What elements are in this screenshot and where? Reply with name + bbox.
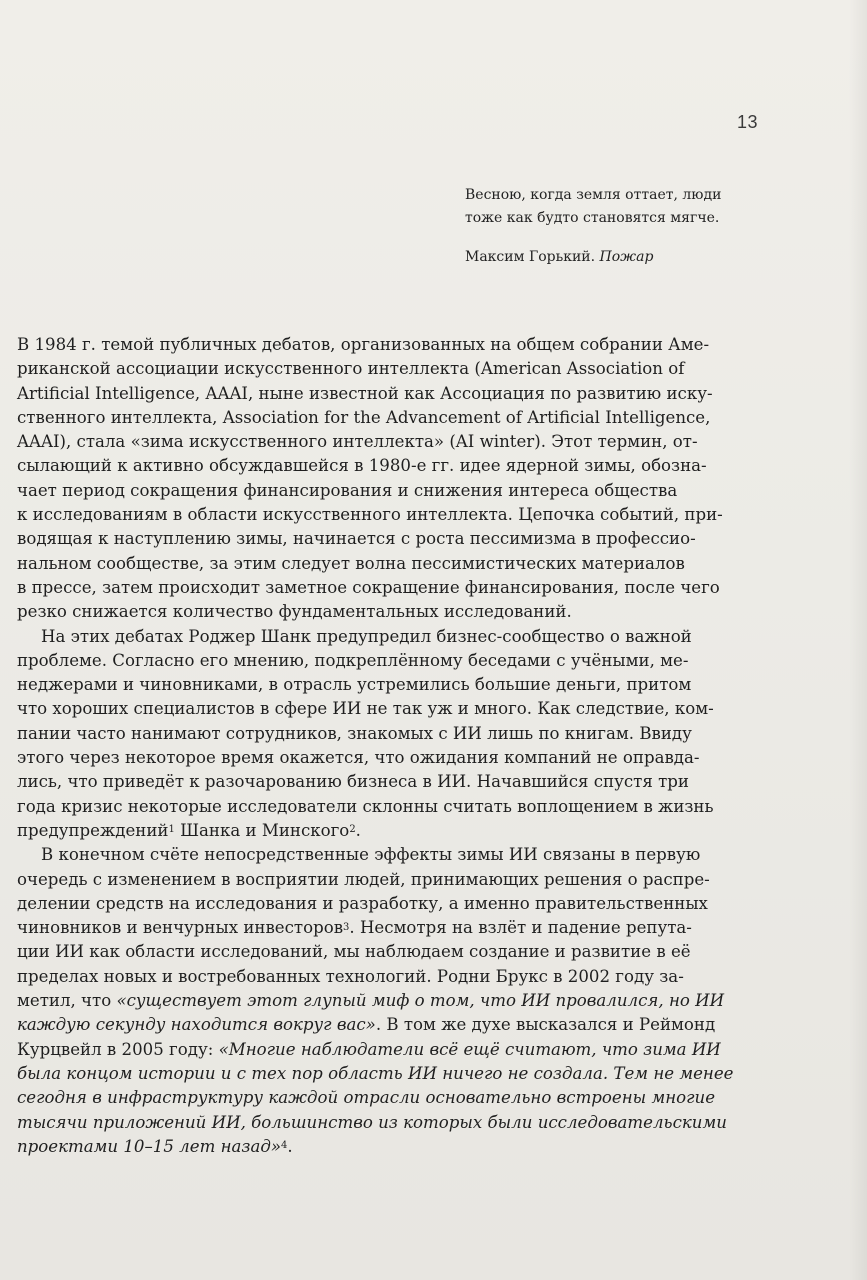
text-run: что хороших специалистов в сфере ИИ не так уж и много. Как следствие, ком- [17, 699, 714, 719]
epigraph-quote-line: Весною, когда земля оттает, люди [465, 187, 722, 203]
text-run: проблеме. Согласно его мнению, подкреплённому беседами с учёными, ме- [17, 650, 689, 670]
text-line [17, 576, 720, 600]
footnote-ref: 3 [343, 921, 350, 933]
text-line [17, 746, 717, 770]
quote-italic: «существует этот глупый миф о том, что ИИ провалился, но ИИ [116, 991, 725, 1011]
text-run: в прессе, затем происходит заметное сокращение финансирования, после чего [17, 577, 720, 597]
text-run: . В том же духе высказался и Реймонд [375, 1015, 716, 1035]
text-run: . [355, 820, 361, 840]
text-line [17, 1013, 717, 1037]
text-line [17, 697, 717, 721]
text-line [17, 430, 717, 454]
text-run: риканской ассоциации искусственного интеллекта (American Association of [17, 359, 685, 379]
text-line [17, 795, 717, 819]
epigraph-quote-line: тоже как будто становятся мягче. [465, 210, 720, 226]
footnote-ref: 2 [349, 824, 356, 836]
text-line [17, 965, 717, 989]
text-run: Artificial Intelligence, AAAI, ныне известной как Ассоциация по развитию иску- [17, 383, 713, 403]
text-run: к исследованиям в области искусственного интеллекта. Цепочка событий, при- [17, 505, 723, 525]
text-line [17, 357, 717, 381]
epigraph-work: Пожар [599, 249, 654, 265]
text-line [17, 382, 717, 406]
text-line [17, 1086, 717, 1110]
quote-italic: «Многие наблюдатели всё ещё считают, что зима ИИ [218, 1039, 721, 1059]
text-line [17, 454, 717, 478]
text-line [17, 625, 717, 649]
text-line [17, 1135, 717, 1159]
text-run: года кризис некоторые исследователи склонны считать воплощением в жизнь [17, 796, 714, 816]
page-number: 13 [737, 112, 759, 132]
epigraph-author: Максим Горький. [465, 249, 596, 265]
text-run: этого через некоторое время окажется, что ожидания компаний не оправда- [17, 748, 700, 768]
text-run: пределах новых и востребованных технологий. Родни Брукс в 2002 году за- [17, 966, 684, 986]
text-run: . Несмотря на взлёт и падение репута- [349, 918, 692, 938]
paragraph [17, 843, 734, 1159]
text-run: AAAI), стала «зима искусственного интеллекта» (AI winter). Этот термин, от- [17, 432, 698, 452]
text-line [17, 868, 717, 892]
paragraph [17, 625, 717, 844]
text-run: Шанка и Минского [174, 820, 350, 840]
text-line [17, 527, 717, 551]
paragraph [17, 333, 723, 625]
text-line [17, 940, 717, 964]
text-run: чает период сокращения финансирования и снижения интереса общества [17, 480, 678, 500]
text-line [17, 406, 717, 430]
text-line [17, 722, 717, 746]
text-line [17, 649, 717, 673]
footnote-ref: 1 [168, 824, 175, 836]
text-run: сылающий к активно обсуждавшейся в 1980-е гг. идее ядерной зимы, обозна- [17, 456, 707, 476]
body-text [17, 333, 734, 1159]
text-run: нальном сообществе, за этим следует волна пессимистических материалов [17, 553, 685, 573]
text-run: В 1984 г. темой публичных дебатов, организованных на общем собрании Аме- [17, 335, 710, 354]
text-line [17, 892, 717, 916]
text-run: пании часто нанимают сотрудников, знакомых с ИИ лишь по книгам. Ввиду [17, 723, 692, 743]
text-line [17, 503, 723, 527]
text-run: метил, что [17, 991, 117, 1011]
quote-italic: была концом истории и с тех пор область ИИ ничего не создала. Тем не менее [17, 1063, 734, 1083]
text-line [17, 989, 725, 1013]
text-line [17, 819, 717, 843]
text-run: неджерами и чиновниками, в отрасль устремились большие деньги, притом [17, 675, 692, 695]
text-line [17, 333, 717, 357]
text-run: предупреждений [17, 820, 169, 840]
text-run: водящая к наступлению зимы, начинается с роста пессимизма в профессио- [17, 529, 696, 549]
text-run: На этих дебатах Роджер Шанк предупредил бизнес-сообщество о важной [41, 626, 692, 646]
text-line [17, 843, 717, 867]
text-run: очередь с изменением в восприятии людей, принимающих решения о распре- [17, 869, 710, 889]
text-line [17, 600, 717, 624]
text-line [17, 552, 717, 576]
text-line [17, 673, 717, 697]
text-run: В конечном счёте непосредственные эффекты зимы ИИ связаны в первую [41, 845, 701, 865]
quote-italic: сегодня в инфраструктуру каждой отрасли основательно встроены многие [17, 1088, 716, 1108]
epigraph-attribution [465, 246, 765, 269]
quote-italic: каждую секунду находится вокруг вас» [17, 1015, 376, 1035]
footnote-ref: 4 [281, 1140, 288, 1152]
text-line [17, 479, 717, 503]
text-line [17, 1111, 727, 1135]
text-run: . [287, 1136, 293, 1156]
epigraph [465, 184, 765, 269]
quote-italic: проектами 10–15 лет назад» [17, 1136, 282, 1156]
text-run: Курцвейл в 2005 году: [17, 1039, 219, 1059]
text-line [17, 770, 717, 794]
text-run: ции ИИ как области исследований, мы наблюдаем создание и развитие в её [17, 942, 691, 962]
quote-italic: тысячи приложений ИИ, большинство из которых были исследовательскими [17, 1112, 727, 1132]
text-run: чиновников и венчурных инвесторов [17, 918, 344, 938]
text-line [17, 916, 717, 940]
text-run: резко снижается количество фундаментальных исследований. [17, 602, 572, 622]
text-run: делении средств на исследования и разработку, а именно правительственных [17, 893, 708, 913]
text-run: лись, что приведёт к разочарованию бизнеса в ИИ. Начавшийся спустя три [17, 772, 689, 792]
text-line [17, 1062, 734, 1086]
text-line [17, 1038, 721, 1062]
text-run: ственного интеллекта, Association for the Advancement of Artificial Intelligence, [17, 407, 711, 427]
